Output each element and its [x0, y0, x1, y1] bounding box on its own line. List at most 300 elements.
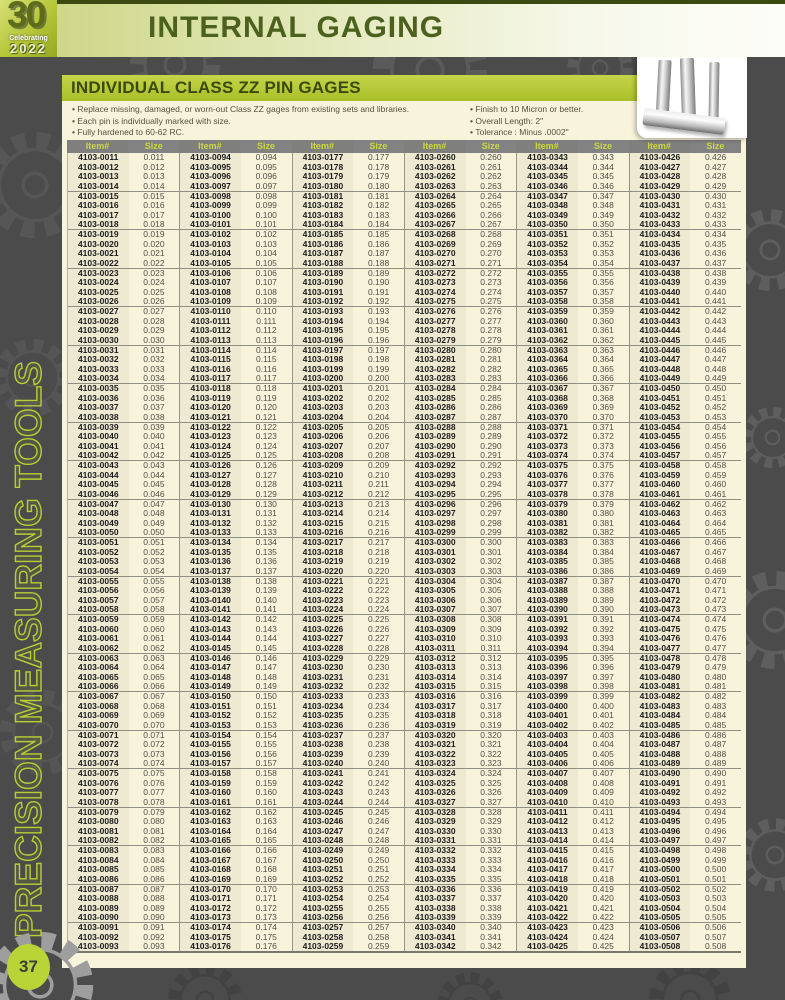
size-cell: 0.137 [255, 565, 277, 576]
item-number-cell: 4103-0430 [629, 192, 691, 201]
item-number-cell: 4103-0109 [179, 297, 241, 306]
size-cell: 0.454 [704, 421, 727, 432]
item-number-cell: 4103-0032 [68, 355, 129, 364]
item-number-cell: 4103-0232 [292, 682, 354, 691]
size-cell: 0.274 [480, 286, 502, 297]
size-cell: 0.330 [480, 825, 502, 836]
item-number-cell: 4103-0377 [516, 480, 578, 489]
size-cell: 0.266 [480, 209, 502, 220]
size-cell: 0.021 [143, 248, 165, 259]
size-cell: 0.261 [480, 161, 502, 172]
item-number-cell: 4103-0211 [292, 480, 354, 489]
size-cell: 0.419 [592, 883, 614, 894]
size-cell: 0.058 [143, 604, 165, 615]
size-cell: 0.188 [367, 257, 390, 268]
item-number-cell: 4103-0029 [68, 326, 129, 335]
item-number-cell: 4103-0122 [179, 423, 241, 432]
item-number-cell: 4103-0500 [629, 865, 691, 874]
item-number-cell: 4103-0479 [629, 663, 691, 672]
size-cell: 0.343 [592, 152, 614, 163]
item-number-cell: 4103-0174 [179, 923, 241, 932]
item-number-cell: 4103-0025 [68, 287, 129, 296]
item-number-cell: 4103-0355 [516, 269, 578, 278]
page-number-badge: 37 [7, 944, 50, 990]
size-cell: 0.254 [367, 893, 390, 904]
size-cell: 0.175 [255, 931, 277, 942]
size-cell: 0.152 [255, 710, 277, 721]
size-cell: 0.136 [255, 556, 277, 567]
item-number-cell: 4103-0337 [404, 894, 466, 903]
size-cell: 0.030 [143, 334, 165, 345]
item-number-cell: 4103-0247 [292, 826, 354, 835]
size-cell: 0.286 [480, 402, 502, 413]
size-cell: 0.243 [367, 787, 390, 798]
item-number-cell: 4103-0264 [404, 192, 466, 201]
item-number-cell: 4103-0163 [179, 817, 241, 826]
item-number-cell: 4103-0314 [404, 672, 466, 681]
item-number-cell: 4103-0318 [404, 711, 466, 720]
size-cell: 0.131 [255, 508, 277, 519]
item-number-cell: 4103-0251 [292, 865, 354, 874]
size-cell: 0.500 [704, 864, 727, 875]
bullet-item: • Fully hardened to 60-62 RC. [72, 127, 462, 139]
item-number-cell: 4103-0217 [292, 538, 354, 547]
size-cell: 0.444 [704, 325, 727, 336]
size-cell: 0.336 [480, 883, 502, 894]
size-cell: 0.332 [480, 845, 502, 856]
size-cell: 0.014 [143, 180, 165, 191]
item-number-cell: 4103-0117 [179, 374, 241, 383]
table-row [68, 307, 741, 316]
anniversary-logo [0, 0, 57, 57]
item-number-cell: 4103-0326 [404, 788, 466, 797]
size-cell: 0.409 [592, 787, 614, 798]
size-cell: 0.380 [592, 508, 614, 519]
item-number-cell: 4103-0200 [292, 374, 354, 383]
size-cell: 0.465 [704, 527, 727, 538]
item-number-cell: 4103-0227 [292, 634, 354, 643]
size-cell: 0.142 [255, 614, 277, 625]
item-number-cell: 4103-0253 [292, 885, 354, 894]
item-number-cell: 4103-0246 [292, 817, 354, 826]
item-number-cell: 4103-0050 [68, 528, 129, 537]
item-number-cell: 4103-0381 [516, 518, 578, 527]
size-cell: 0.106 [255, 267, 277, 278]
item-number-cell: 4103-0013 [68, 172, 129, 181]
item-number-cell: 4103-0444 [629, 326, 691, 335]
item-number-cell: 4103-0160 [179, 788, 241, 797]
item-number-cell: 4103-0474 [629, 615, 691, 624]
item-number-cell: 4103-0447 [629, 355, 691, 364]
size-cell: 0.487 [704, 739, 727, 750]
logo-year: 2022 [10, 41, 47, 56]
size-cell: 0.347 [592, 190, 614, 201]
item-number-cell: 4103-0467 [629, 547, 691, 556]
size-cell: 0.395 [592, 652, 614, 663]
item-number-cell: 4103-0254 [292, 894, 354, 903]
size-cell: 0.276 [480, 306, 502, 317]
table-row [68, 153, 741, 162]
item-number-cell: 4103-0495 [629, 817, 691, 826]
item-number-cell: 4103-0395 [516, 654, 578, 663]
item-number-cell: 4103-0141 [179, 605, 241, 614]
item-number-cell: 4103-0400 [516, 701, 578, 710]
size-cell: 0.490 [704, 768, 727, 779]
item-number-cell: 4103-0354 [516, 258, 578, 267]
size-cell: 0.108 [255, 286, 277, 297]
size-cell: 0.304 [480, 575, 502, 586]
size-cell: 0.356 [592, 277, 614, 288]
item-number-cell: 4103-0213 [292, 500, 354, 509]
item-number-cell: 4103-0191 [292, 287, 354, 296]
size-cell: 0.495 [704, 816, 727, 827]
size-cell: 0.250 [367, 854, 390, 865]
size-cell: 0.208 [367, 450, 390, 461]
size-cell: 0.251 [367, 864, 390, 875]
item-number-cell: 4103-0017 [68, 210, 129, 219]
size-cell: 0.190 [367, 277, 390, 288]
item-number-cell: 4103-0084 [68, 855, 129, 864]
item-number-cell: 4103-0069 [68, 711, 129, 720]
size-cell: 0.434 [704, 229, 727, 240]
size-cell: 0.111 [256, 315, 277, 326]
item-number-cell: 4103-0036 [68, 393, 129, 402]
item-number-cell: 4103-0462 [629, 500, 691, 509]
size-cell: 0.480 [704, 671, 727, 682]
item-number-cell: 4103-0238 [292, 740, 354, 749]
item-number-cell: 4103-0259 [292, 942, 354, 951]
size-cell: 0.285 [480, 392, 502, 403]
item-number-cell: 4103-0333 [404, 855, 466, 864]
size-cell: 0.144 [255, 633, 277, 644]
size-cell: 0.326 [480, 787, 502, 798]
size-cell: 0.355 [592, 267, 614, 278]
item-number-cell: 4103-0496 [629, 826, 691, 835]
item-number-cell: 4103-0371 [516, 423, 578, 432]
item-number-cell: 4103-0182 [292, 201, 354, 210]
item-number-cell: 4103-0261 [404, 162, 466, 171]
size-cell: 0.273 [480, 277, 502, 288]
item-number-cell: 4103-0071 [68, 731, 129, 740]
size-cell: 0.167 [255, 854, 277, 865]
size-cell: 0.231 [367, 671, 390, 682]
size-cell: 0.052 [143, 546, 165, 557]
item-number-cell: 4103-0033 [68, 364, 129, 373]
size-cell: 0.503 [704, 893, 727, 904]
item-number-cell: 4103-0321 [404, 740, 466, 749]
item-number-cell: 4103-0018 [68, 220, 129, 229]
item-number-cell: 4103-0466 [629, 538, 691, 547]
size-cell: 0.405 [592, 748, 614, 759]
table-row [68, 566, 741, 576]
size-cell: 0.221 [367, 575, 390, 586]
item-number-cell: 4103-0094 [179, 153, 241, 162]
item-number-cell: 4103-0052 [68, 547, 129, 556]
size-cell: 0.295 [480, 488, 502, 499]
size-cell: 0.063 [143, 652, 165, 663]
size-cell: 0.260 [480, 152, 502, 163]
item-number-cell: 4103-0279 [404, 335, 466, 344]
size-cell: 0.443 [704, 315, 727, 326]
item-number-cell: 4103-0085 [68, 865, 129, 874]
item-number-cell: 4103-0382 [516, 528, 578, 537]
size-cell: 0.360 [592, 315, 614, 326]
size-cell: 0.126 [255, 460, 277, 471]
item-number-cell: 4103-0294 [404, 480, 466, 489]
item-number-cell: 4103-0274 [404, 287, 466, 296]
table-row [68, 480, 741, 489]
item-number-cell: 4103-0306 [404, 595, 466, 604]
size-cell: 0.034 [143, 373, 165, 384]
content-panel [62, 75, 746, 968]
item-number-cell: 4103-0181 [292, 192, 354, 201]
size-cell: 0.181 [367, 190, 390, 201]
item-number-cell: 4103-0366 [516, 374, 578, 383]
item-number-cell: 4103-0081 [68, 826, 129, 835]
item-number-cell: 4103-0401 [516, 711, 578, 720]
item-number-cell: 4103-0359 [516, 307, 578, 316]
size-cell: 0.401 [592, 710, 614, 721]
item-number-cell: 4103-0133 [179, 528, 241, 537]
column-header-size: Size [594, 141, 613, 151]
item-number-cell: 4103-0027 [68, 307, 129, 316]
pin-gages-photo [637, 57, 747, 138]
size-cell: 0.099 [255, 200, 277, 211]
item-number-cell: 4103-0403 [516, 731, 578, 740]
size-cell: 0.337 [480, 893, 502, 904]
size-cell: 0.065 [143, 671, 165, 682]
table-row [68, 258, 741, 268]
pin-gage-image [708, 62, 719, 120]
table-row [68, 509, 741, 518]
item-number-cell: 4103-0421 [516, 903, 578, 912]
item-number-cell: 4103-0399 [516, 692, 578, 701]
item-number-cell: 4103-0297 [404, 509, 466, 518]
item-number-cell: 4103-0407 [516, 769, 578, 778]
size-cell: 0.225 [367, 614, 390, 625]
size-cell: 0.018 [143, 219, 165, 230]
size-cell: 0.271 [480, 257, 502, 268]
item-number-cell: 4103-0475 [629, 624, 691, 633]
item-number-cell: 4103-0457 [629, 451, 691, 460]
size-cell: 0.040 [143, 431, 165, 442]
item-number-cell: 4103-0375 [516, 461, 578, 470]
item-number-cell: 4103-0402 [516, 720, 578, 729]
size-cell: 0.275 [480, 296, 502, 307]
size-cell: 0.201 [367, 383, 390, 394]
item-number-cell: 4103-0423 [516, 923, 578, 932]
size-cell: 0.157 [255, 758, 277, 769]
size-cell: 0.059 [143, 614, 165, 625]
size-cell: 0.364 [592, 354, 614, 365]
size-cell: 0.432 [704, 209, 727, 220]
size-cell: 0.476 [704, 633, 727, 644]
item-number-cell: 4103-0229 [292, 654, 354, 663]
table-row [68, 692, 741, 701]
item-number-cell: 4103-0439 [629, 278, 691, 287]
item-number-cell: 4103-0322 [404, 749, 466, 758]
size-cell: 0.048 [143, 508, 165, 519]
item-number-cell: 4103-0233 [292, 692, 354, 701]
item-number-cell: 4103-0215 [292, 518, 354, 527]
size-cell: 0.164 [255, 825, 277, 836]
item-number-cell: 4103-0408 [516, 778, 578, 787]
item-number-cell: 4103-0449 [629, 374, 691, 383]
item-number-cell: 4103-0309 [404, 624, 466, 633]
item-number-cell: 4103-0461 [629, 489, 691, 498]
size-cell: 0.374 [592, 450, 614, 461]
item-number-cell: 4103-0051 [68, 538, 129, 547]
item-number-cell: 4103-0353 [516, 249, 578, 258]
item-number-cell: 4103-0405 [516, 749, 578, 758]
size-cell: 0.104 [255, 248, 277, 259]
item-number-cell: 4103-0022 [68, 258, 129, 267]
size-cell: 0.426 [704, 152, 727, 163]
item-number-cell: 4103-0207 [292, 441, 354, 450]
item-number-cell: 4103-0296 [404, 500, 466, 509]
size-cell: 0.162 [255, 806, 277, 817]
size-cell: 0.341 [480, 931, 502, 942]
item-number-cell: 4103-0244 [292, 797, 354, 806]
size-cell: 0.186 [367, 238, 390, 249]
size-cell: 0.423 [592, 922, 614, 933]
size-cell: 0.262 [480, 171, 502, 182]
item-number-cell: 4103-0393 [516, 634, 578, 643]
item-number-cell: 4103-0275 [404, 297, 466, 306]
size-cell: 0.267 [480, 219, 502, 230]
size-cell: 0.342 [480, 941, 502, 952]
size-cell: 0.155 [255, 739, 277, 750]
size-cell: 0.129 [255, 488, 277, 499]
size-cell: 0.088 [143, 893, 165, 904]
item-number-cell: 4103-0410 [516, 797, 578, 806]
size-cell: 0.090 [143, 912, 165, 923]
item-number-cell: 4103-0234 [292, 701, 354, 710]
size-cell: 0.237 [367, 729, 390, 740]
item-number-cell: 4103-0503 [629, 894, 691, 903]
item-number-cell: 4103-0488 [629, 749, 691, 758]
item-number-cell: 4103-0397 [516, 672, 578, 681]
size-cell: 0.176 [255, 941, 277, 952]
size-cell: 0.263 [480, 180, 502, 191]
size-cell: 0.122 [255, 421, 277, 432]
table-row [68, 720, 741, 730]
item-number-cell: 4103-0501 [629, 874, 691, 883]
size-cell: 0.294 [480, 479, 502, 490]
size-cell: 0.038 [143, 411, 165, 422]
item-number-cell: 4103-0502 [629, 885, 691, 894]
table-row [68, 335, 741, 345]
size-cell: 0.098 [255, 190, 277, 201]
feature-bullets-left [72, 104, 462, 139]
item-number-cell: 4103-0170 [179, 885, 241, 894]
item-number-cell: 4103-0193 [292, 307, 354, 316]
size-cell: 0.036 [143, 392, 165, 403]
item-number-cell: 4103-0045 [68, 480, 129, 489]
gear-icon [430, 965, 510, 1000]
size-cell: 0.037 [143, 402, 165, 413]
item-number-cell: 4103-0361 [516, 326, 578, 335]
item-number-cell: 4103-0454 [629, 423, 691, 432]
size-cell: 0.153 [255, 719, 277, 730]
item-number-cell: 4103-0295 [404, 489, 466, 498]
table-row [68, 769, 741, 778]
size-cell: 0.118 [255, 383, 277, 394]
item-number-cell: 4103-0338 [404, 903, 466, 912]
item-number-cell: 4103-0196 [292, 335, 354, 344]
size-cell: 0.479 [704, 662, 727, 673]
item-number-cell: 4103-0173 [179, 913, 241, 922]
size-cell: 0.191 [367, 286, 390, 297]
size-cell: 0.349 [592, 209, 614, 220]
table-row [68, 451, 741, 461]
item-number-cell: 4103-0498 [629, 846, 691, 855]
size-cell: 0.066 [143, 681, 165, 692]
item-number-cell: 4103-0067 [68, 692, 129, 701]
item-number-cell: 4103-0102 [179, 230, 241, 239]
item-number-cell: 4103-0483 [629, 701, 691, 710]
item-number-cell: 4103-0121 [179, 412, 241, 421]
item-number-cell: 4103-0356 [516, 278, 578, 287]
size-cell: 0.045 [143, 479, 165, 490]
item-number-cell: 4103-0443 [629, 316, 691, 325]
item-number-cell: 4103-0168 [179, 865, 241, 874]
column-header-size: Size [706, 141, 725, 151]
item-number-cell: 4103-0455 [629, 432, 691, 441]
size-cell: 0.373 [592, 440, 614, 451]
item-number-cell: 4103-0389 [516, 595, 578, 604]
item-number-cell: 4103-0082 [68, 836, 129, 845]
column-header-size: Size [369, 141, 388, 151]
item-number-cell: 4103-0281 [404, 355, 466, 364]
item-number-cell: 4103-0039 [68, 423, 129, 432]
item-number-cell: 4103-0083 [68, 846, 129, 855]
size-cell: 0.264 [480, 190, 502, 201]
item-number-cell: 4103-0312 [404, 654, 466, 663]
size-cell: 0.079 [143, 806, 165, 817]
size-cell: 0.105 [255, 257, 277, 268]
item-number-cell: 4103-0292 [404, 461, 466, 470]
item-number-cell: 4103-0440 [629, 287, 691, 296]
size-cell: 0.101 [255, 219, 277, 230]
size-cell: 0.139 [255, 585, 277, 596]
size-cell: 0.220 [367, 565, 390, 576]
size-cell: 0.214 [367, 508, 390, 519]
item-number-cell: 4103-0291 [404, 451, 466, 460]
item-number-cell: 4103-0268 [404, 230, 466, 239]
item-number-cell: 4103-0256 [292, 913, 354, 922]
table-row [68, 384, 741, 393]
size-cell: 0.272 [480, 267, 502, 278]
item-number-cell: 4103-0053 [68, 557, 129, 566]
size-cell: 0.498 [704, 845, 727, 856]
size-cell: 0.206 [367, 431, 390, 442]
size-cell: 0.158 [255, 768, 277, 779]
item-number-cell: 4103-0293 [404, 470, 466, 479]
item-number-cell: 4103-0263 [404, 181, 466, 190]
size-cell: 0.372 [592, 431, 614, 442]
item-number-cell: 4103-0199 [292, 364, 354, 373]
size-cell: 0.470 [704, 575, 727, 586]
item-number-cell: 4103-0127 [179, 470, 241, 479]
item-number-cell: 4103-0212 [292, 489, 354, 498]
item-number-cell: 4103-0272 [404, 269, 466, 278]
bullet-item: • Each pin is individually marked with size. [72, 116, 462, 128]
logo-number: 30 [7, 0, 45, 35]
size-cell: 0.049 [143, 517, 165, 528]
item-number-cell: 4103-0422 [516, 913, 578, 922]
item-number-cell: 4103-0420 [516, 894, 578, 903]
